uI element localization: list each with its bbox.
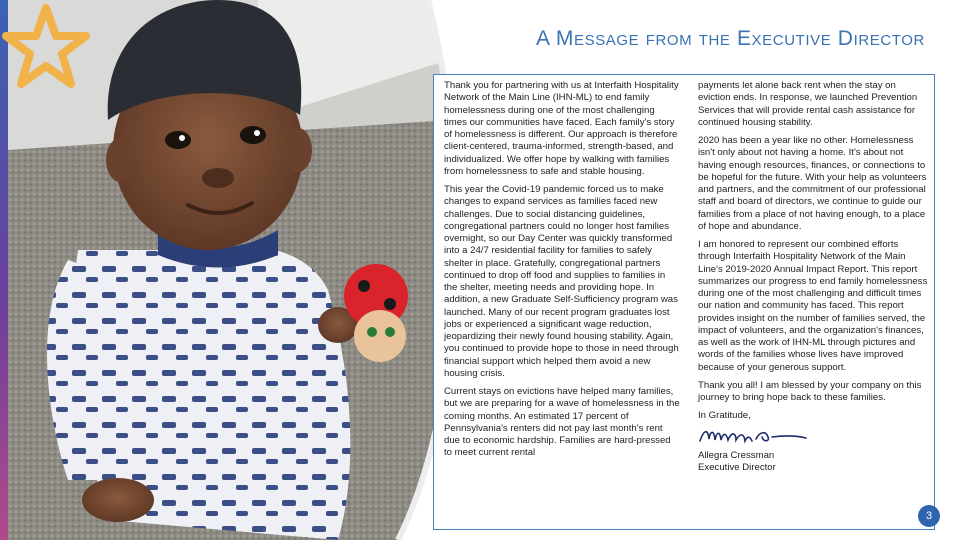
signer-title: Executive Director bbox=[698, 461, 776, 473]
closing-line: In Gratitude, bbox=[698, 410, 751, 422]
signer-name: Allegra Cressman bbox=[698, 449, 775, 461]
page-number-badge: 3 bbox=[918, 505, 940, 527]
letter-paragraph: Current stays on evictions have helped many families, but we are preparing for a wave of homelessness in the coming months. An estimated 17 percent of Pennsylvania's renters did not pay last month's rent due to economic hardship. Families are hard-pressed to meet current rental bbox=[444, 386, 680, 459]
signature-icon bbox=[698, 425, 808, 447]
letter-right-column bbox=[698, 80, 928, 474]
letter-paragraph: Thank you all! I am blessed by your company on this journey to bring hope back to these families. bbox=[698, 379, 922, 403]
star-icon bbox=[0, 2, 92, 94]
letter-paragraph: 2020 has been a year like no other. Homelessness isn't only about not having a home. It's about not having enough resources, finances, or connections to be hopeful for the future. With your help as volunteers and partners, and the commitment of our professional staff and board of directors, we continue to guide our families from a place of not having enough, to a place of hope and abundance. bbox=[698, 135, 927, 232]
letter-paragraph: This year the Covid-19 pandemic forced us to make changes to expand services as families faced new challenges. Due to social distancing guidelines, congregational partners could no longer host families overnight, so our Day Center was quickly transformed into a 24/7 residential facility for families to safely shelter in place. Gratefully, congregational partners continued to drop off food and supplies to families in the shelter, meeting needs and providing hope. In addition, a new Graduate Self-Sufficiency program was launched. Many of our recent program graduates lost jobs or experienced a significant wage reduction, jeopardizing their newly found housing stability. Again, you continued to provide hope to those in need through financial support which helped them avoid a new housing crisis. bbox=[444, 184, 679, 379]
letter-paragraph: payments let alone back rent when the stay on eviction ends. In response, we launched Prevention Services that will provide rental cash assistance for continued housing stability. bbox=[698, 80, 918, 128]
letter-left-column bbox=[444, 80, 680, 466]
page-title: A Message from the Executive Director bbox=[536, 27, 925, 50]
letter-paragraph: Thank you for partnering with us at Interfaith Hospitality Network of the Main Line (IHN-ML) to end family homelessness during one of the most challenging times our communities have faced. Each family's story of homelessness is different. Our approach is therefore client-centered, trauma-informed, strength-based, and individualized. We offer hope by walking with families from homelessness to safe and stable housing. bbox=[444, 80, 679, 177]
letter-paragraph: I am honored to represent our combined efforts through Interfaith Hospitality Network of the Main Line's 2019-2020 Annual Impact Report. This report summarizes our progress to end family homelessness during one of the most challenging and difficult times our nation and community has faced. This report provides insight on the number of families served, the impact of volunteers, and the organization's finances, as well as the work of IHN-ML through pictures and words of the families whose lives have improved because of your generous support. bbox=[698, 239, 928, 373]
letter-box bbox=[433, 74, 935, 530]
